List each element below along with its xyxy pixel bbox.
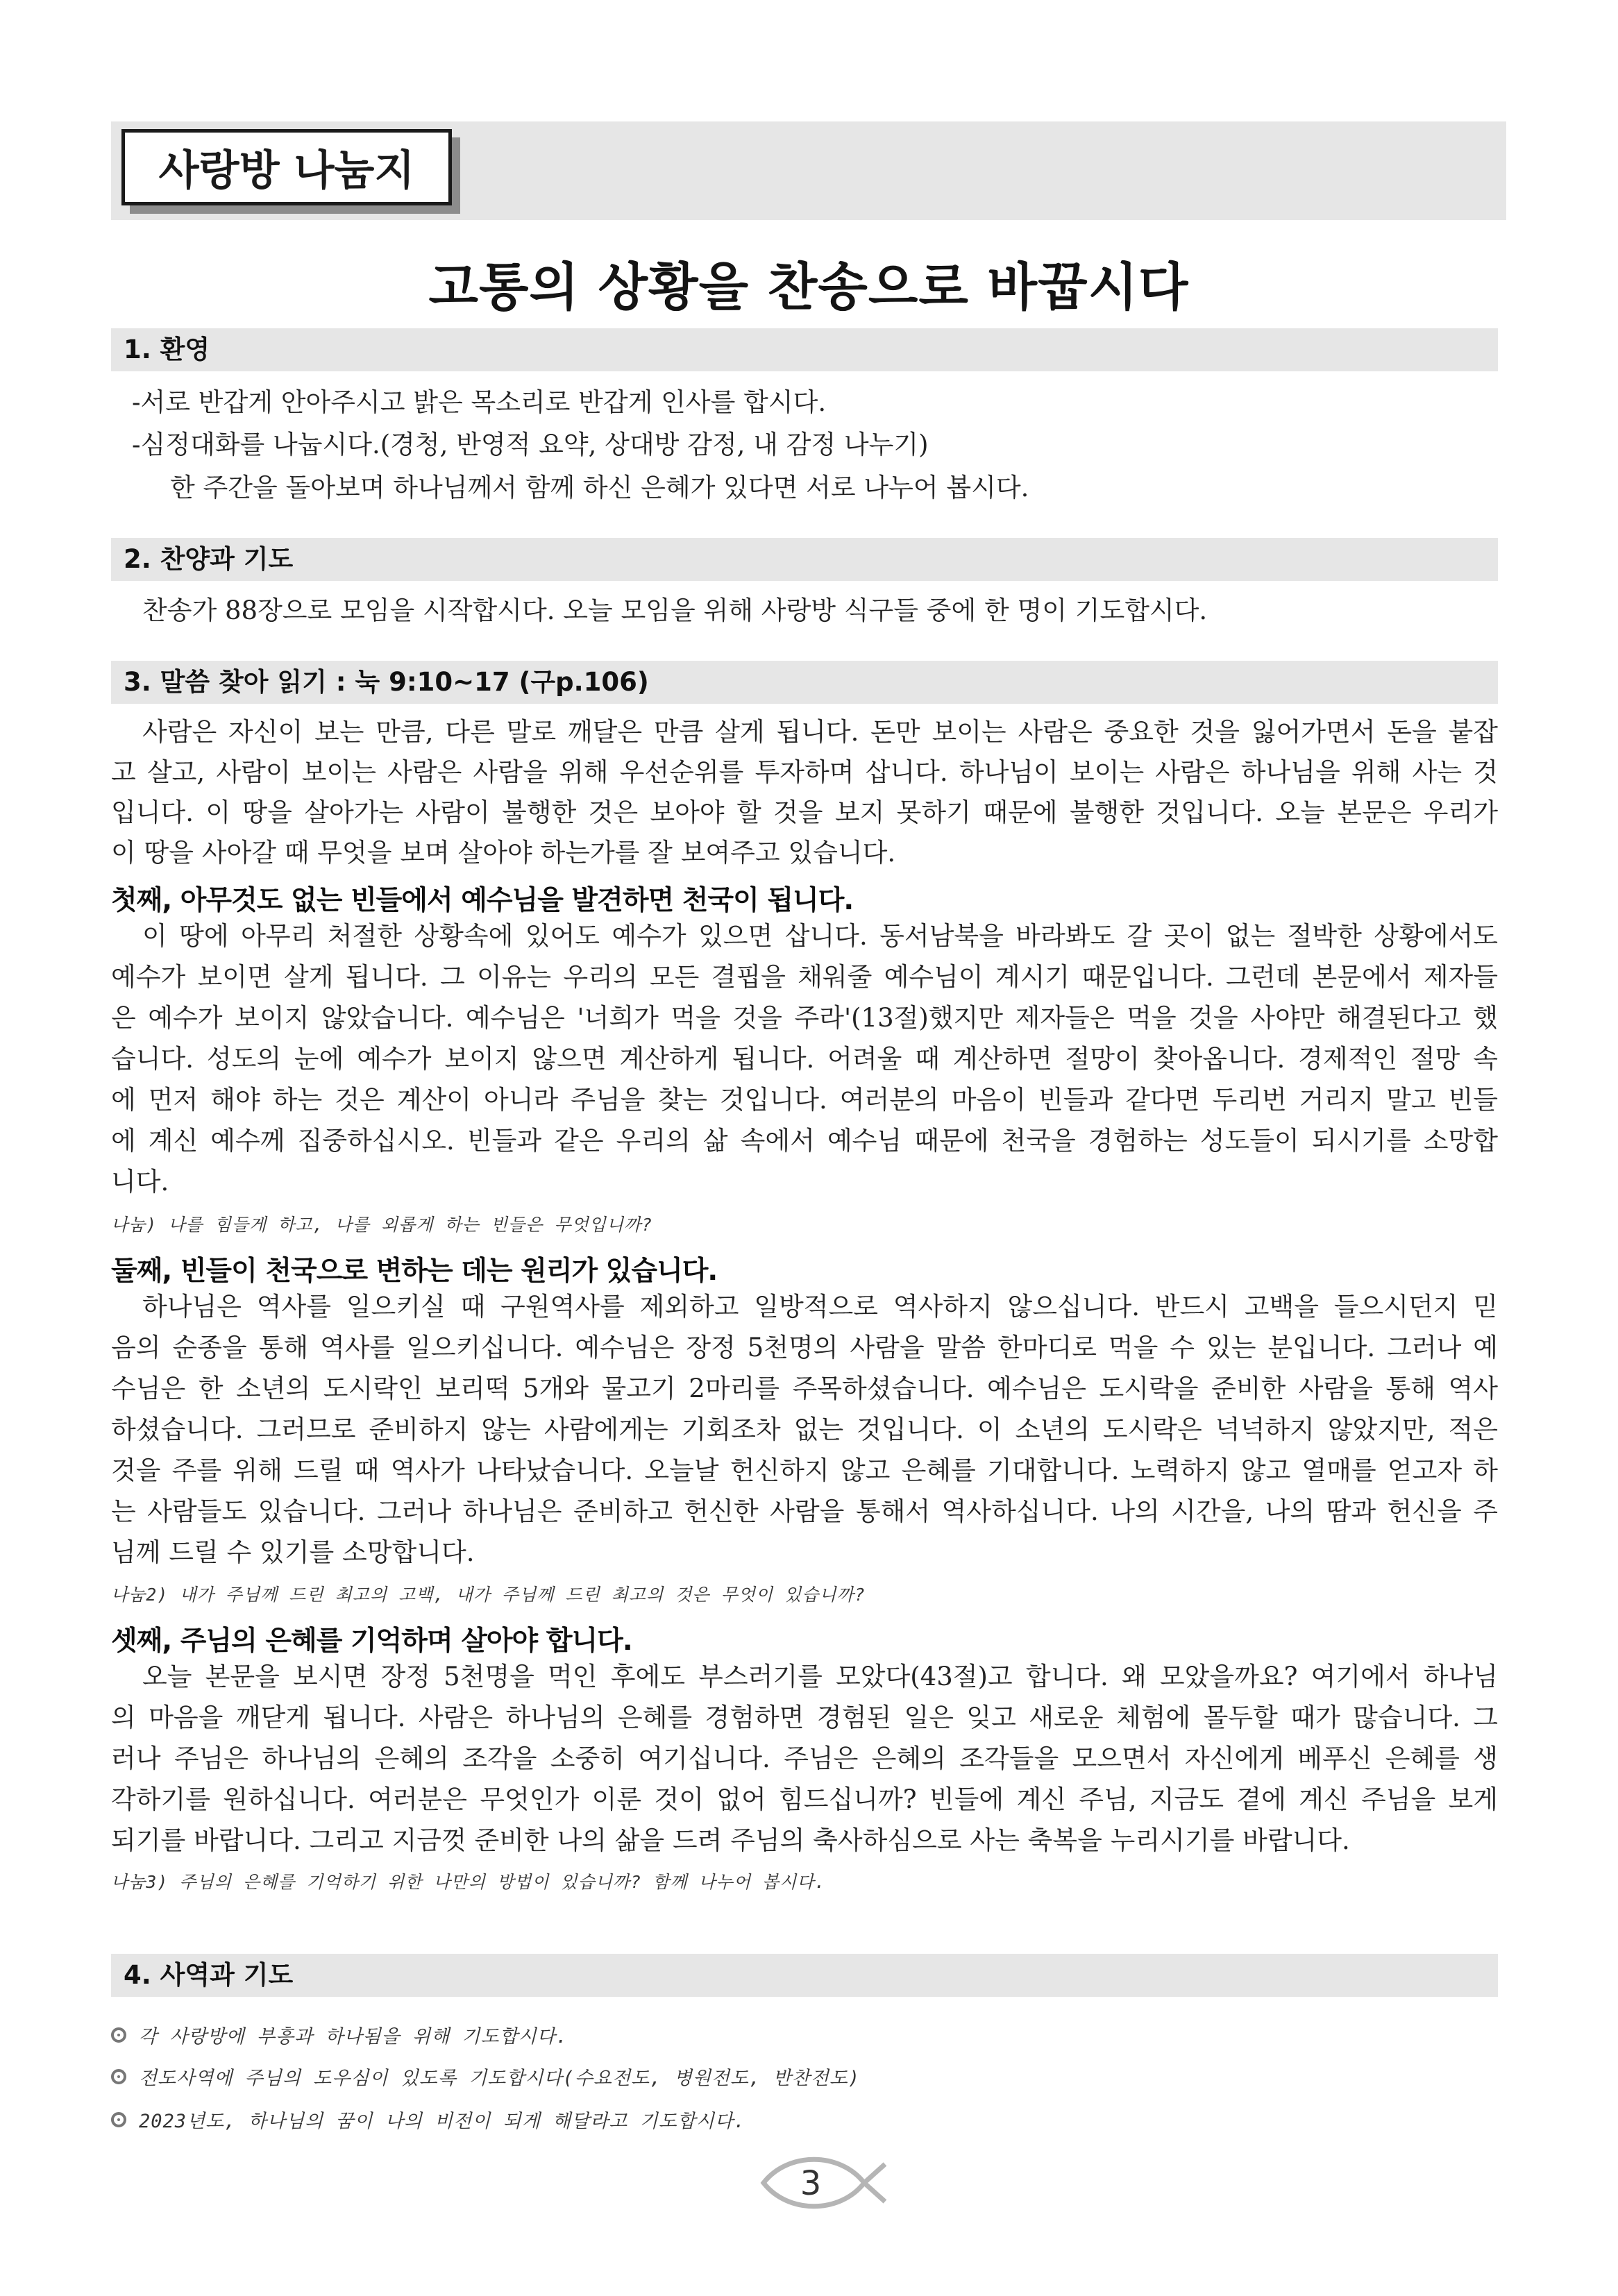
bullet-icon <box>111 2027 126 2043</box>
point1-heading: 첫째, 아무것도 없는 빈들에서 예수님을 발견하면 천국이 됩니다. <box>111 885 854 916</box>
welcome-line-2: -심정대화를 나눕시다.(경청, 반영적 요약, 상대방 감정, 내 감정 나누기) <box>132 430 929 459</box>
point2-line-7: 님께 드릴 수 있기를 소망합니다. <box>111 1537 475 1567</box>
page-title: 고통의 상황을 찬송으로 바꿉시다 <box>428 258 1189 317</box>
point2-line-4: 하셨습니다. 그러므로 준비하지 않는 사람에게는 기회조차 없는 것입니다. 이 소년의 도시락은 넉넉하지 않았지만, 적은 <box>111 1415 1498 1444</box>
welcome-line-1: -서로 반갑게 안아주시고 밝은 목소리로 반갑게 인사를 합시다. <box>132 387 827 417</box>
section-heading-welcome: 1. 환영 <box>111 328 1498 371</box>
point1-line-2: 예수가 보이면 살게 됩니다. 그 이유는 우리의 모든 결핍을 채워줄 예수님이 계시기 때문입니다. 그런데 본문에서 제자들 <box>111 962 1498 992</box>
point1-line-6: 에 계신 예수께 집중하십시오. 빈들과 같은 우리의 삶 속에서 예수님 때문에 천국을 경험하는 성도들이 되시기를 소망합 <box>111 1126 1498 1156</box>
point2-line-1: 하나님은 역사를 일으키실 때 구원역사를 제외하고 일방적으로 역사하지 않으십니다. 반드시 고백을 들으시던지 믿 <box>142 1292 1498 1322</box>
point3-share-question: 나눔3) 주님의 은혜를 기억하기 위한 나만의 방법이 있습니까? 함께 나누어 봅시다. <box>111 1872 826 1892</box>
bullet-icon <box>111 2069 126 2084</box>
ministry-item-text: 전도사역에 주님의 도우심이 있도록 기도합시다(수요전도, 병원전도, 반찬전도) <box>139 2068 861 2089</box>
point1-line-3: 은 예수가 보이지 않았습니다. 예수님은 '너희가 먹을 것을 주라'(13절)했지만 제자들은 먹을 것을 사야만 해결된다고 했 <box>111 1003 1498 1033</box>
ministry-item-text: 각 사랑방에 부흥과 하나됨을 위해 기도합시다. <box>139 2026 568 2048</box>
intro-line-1: 사람은 자신이 보는 만큼, 다른 말로 깨달은 만큼 살게 됩니다. 돈만 보이는 사람은 중요한 것을 잃어가면서 돈을 붙잡 <box>142 717 1498 747</box>
point2-line-6: 는 사람들도 있습니다. 그러나 하나님은 준비하고 헌신한 사람을 통해서 역사하십니다. 나의 시간을, 나의 땀과 헌신을 주 <box>111 1496 1498 1526</box>
header-label: 사랑방 나눔지 <box>121 129 452 205</box>
point3-line-5: 되기를 바랍니다. 그리고 지금껏 준비한 나의 삶을 드려 주님의 축사하심으로 사는 축복을 누리시기를 바랍니다. <box>111 1825 1350 1855</box>
praise-line: 찬송가 88장으로 모임을 시작합시다. 오늘 모임을 위해 사랑방 식구들 중에 한 명이 기도합시다. <box>142 596 1208 625</box>
point3-line-3: 러나 주님은 하나님의 은혜의 조각을 소중히 여기십니다. 주님은 은혜의 조각들을 모으면서 자신에게 베푸신 은혜를 생 <box>111 1744 1498 1773</box>
point2-line-3: 수님은 한 소년의 도시락인 보리떡 5개와 물고기 2마리를 주목하셨습니다. 예수님은 도시락을 준비한 사람을 통해 역사 <box>111 1374 1498 1403</box>
ministry-item <box>111 2106 745 2133</box>
point3-line-4: 각하기를 원하십니다. 여러분은 무엇인가 이룬 것이 없어 힘드십니까? 빈들에 계신 주님, 지금도 곁에 계신 주님을 보게 <box>111 1784 1498 1814</box>
point1-line-4: 습니다. 성도의 눈에 예수가 보이지 않으면 계산하게 됩니다. 어려울 때 계산하면 절망이 찾아옵니다. 경제적인 절망 속 <box>111 1044 1498 1074</box>
point1-line-1: 이 땅에 아무리 처절한 상황속에 있어도 예수가 있으면 삽니다. 동서남북을 바라봐도 갈 곳이 없는 절박한 상황에서도 <box>142 921 1498 951</box>
page-number: 3 <box>800 2164 822 2203</box>
fish-page-mark-icon <box>750 2145 888 2221</box>
ministry-item-text: 2023년도, 하나님의 꿈이 나의 비전이 되게 해달라고 기도합시다. <box>139 2111 746 2132</box>
point1-share-question: 나눔) 나를 힘들게 하고, 나를 외롭게 하는 빈들은 무엇입니까? <box>111 1215 653 1235</box>
intro-line-3: 입니다. 이 땅을 살아가는 사람이 불행한 것은 보아야 할 것을 보지 못하기 때문에 불행한 것입니다. 오늘 본문은 우리가 <box>111 797 1498 827</box>
welcome-line-3: 한 주간을 돌아보며 하나님께서 함께 하신 은혜가 있다면 서로 나누어 봅시다. <box>170 473 1029 503</box>
point2-heading: 둘째, 빈들이 천국으로 변하는 데는 원리가 있습니다. <box>111 1256 718 1287</box>
section-heading-praise: 2. 찬양과 기도 <box>111 538 1498 581</box>
bullet-icon <box>111 2112 126 2127</box>
ministry-item <box>111 2021 568 2048</box>
section-heading-ministry: 4. 사역과 기도 <box>111 1954 1498 1997</box>
point1-line-7: 니다. <box>111 1167 169 1197</box>
point3-line-1: 오늘 본문을 보시면 장정 5천명을 먹인 후에도 부스러기를 모았다(43절)고 합니다. 왜 모았을까요? 여기에서 하나님 <box>142 1662 1498 1691</box>
intro-line-2: 고 살고, 사람이 보이는 사람은 사람을 위해 우선순위를 투자하며 삽니다. 하나님이 보이는 사람은 하나님을 위해 사는 것 <box>111 757 1498 787</box>
section-heading-word: 3. 말씀 찾아 읽기 : 눅 9:10~17 (구p.106) <box>111 661 1498 704</box>
point2-line-5: 것을 주를 위해 드릴 때 역사가 나타났습니다. 오늘날 헌신하지 않고 은혜를 기대합니다. 노력하지 않고 열매를 얻고자 하 <box>111 1455 1498 1485</box>
intro-line-4: 이 땅을 사아갈 때 무엇을 보며 살아야 하는가를 잘 보여주고 있습니다. <box>111 838 896 868</box>
point2-line-2: 음의 순종을 통해 역사를 일으키십니다. 예수님은 장정 5천명의 사람을 말씀 한마디로 먹을 수 있는 분입니다. 그러나 예 <box>111 1333 1498 1362</box>
point2-share-question: 나눔2) 내가 주님께 드린 최고의 고백, 내가 주님께 드린 최고의 것은 무엇이 있습니까? <box>111 1585 866 1605</box>
point3-line-2: 의 마음을 깨닫게 됩니다. 사람은 하나님의 은혜를 경험하면 경험된 일은 잊고 새로운 체험에 몰두할 때가 많습니다. 그 <box>111 1703 1498 1732</box>
point3-heading: 셋째, 주님의 은혜를 기억하며 살아야 합니다. <box>111 1626 632 1657</box>
ministry-item <box>111 2063 860 2090</box>
point1-line-5: 에 먼저 해야 하는 것은 계산이 아니라 주님을 찾는 것입니다. 여러분의 마음이 빈들과 같다면 두리번 거리지 말고 빈들 <box>111 1085 1498 1115</box>
